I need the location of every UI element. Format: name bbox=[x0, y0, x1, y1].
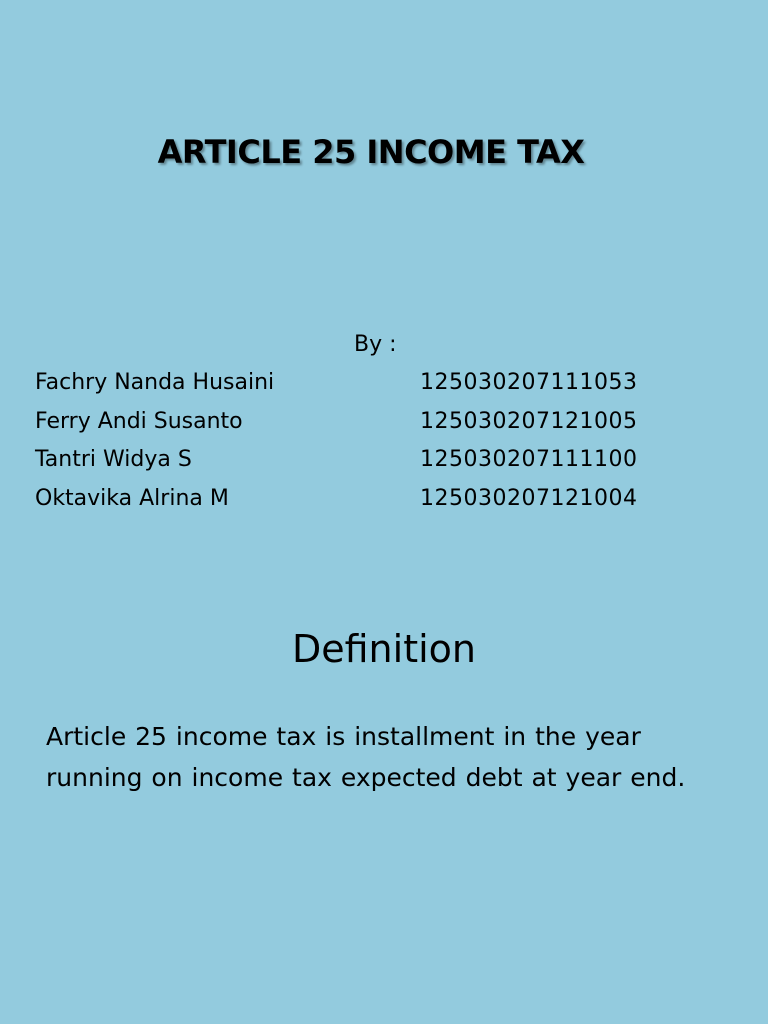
author-row bbox=[35, 482, 715, 521]
by-label: By : bbox=[354, 332, 397, 357]
author-id: 125030207121005 bbox=[420, 408, 638, 434]
author-id: 125030207121004 bbox=[420, 485, 638, 511]
author-name: Ferry Andi Susanto bbox=[35, 408, 243, 434]
author-row bbox=[35, 366, 715, 405]
author-name: Oktavika Alrina M bbox=[35, 485, 229, 511]
slide-title: ARTICLE 25 INCOME TAX bbox=[157, 133, 585, 171]
author-id: 125030207111100 bbox=[420, 447, 638, 472]
author-name: Fachry Nanda Husaini bbox=[35, 370, 275, 395]
author-row bbox=[35, 405, 715, 444]
author-list bbox=[35, 366, 715, 520]
definition-text: Article 25 income tax is installment in the year running on income tax expected debt at year end. bbox=[46, 722, 686, 792]
author-name: Tantri Widya S bbox=[35, 447, 192, 472]
definition-heading: Definition bbox=[291, 627, 476, 671]
author-id: 125030207111053 bbox=[420, 370, 638, 395]
author-row bbox=[35, 443, 715, 482]
